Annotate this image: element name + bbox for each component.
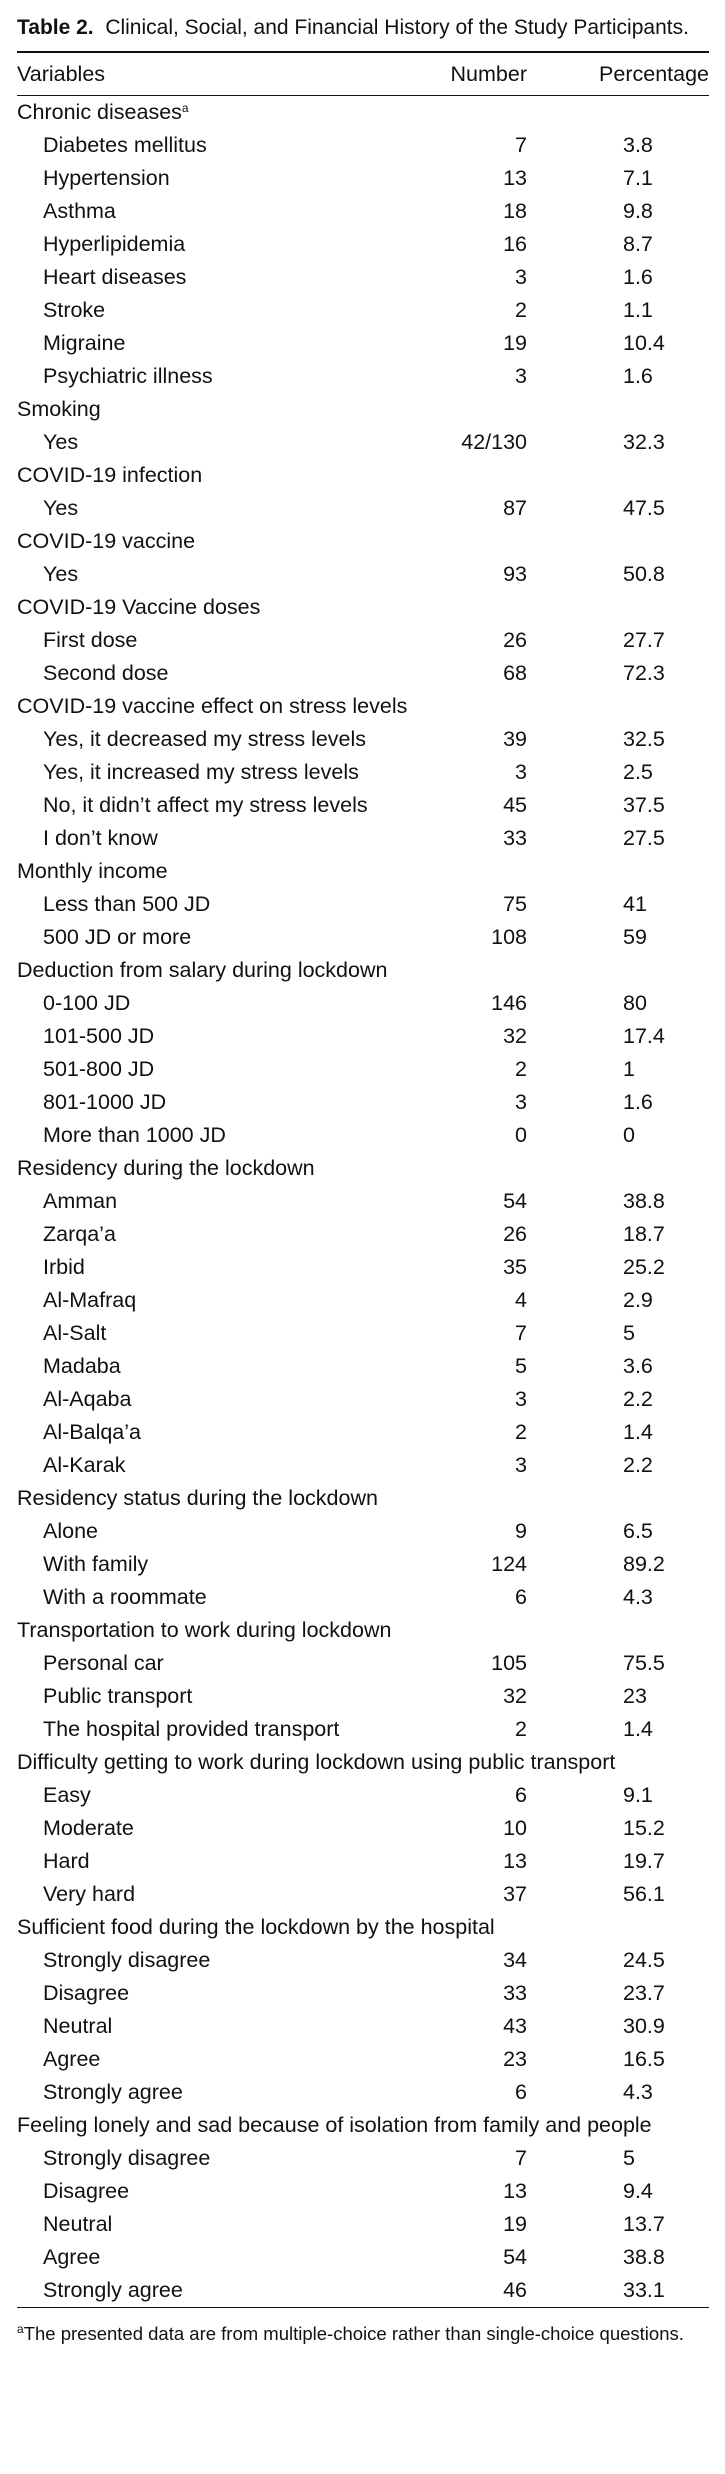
row-label: The hospital provided transport (43, 1717, 340, 1741)
row-percentage: 23.7 (623, 1981, 665, 2005)
row-percentage: 1.6 (623, 1090, 653, 1114)
table-row (17, 2043, 709, 2076)
table-row (17, 822, 709, 855)
table-label: Table 2. (17, 16, 94, 39)
table-row (17, 1548, 709, 1581)
row-label: Migraine (43, 331, 126, 355)
row-label: Public transport (43, 1684, 193, 1708)
row-number: 2 (515, 1420, 527, 1444)
table-row (17, 657, 709, 690)
section-title (17, 591, 709, 624)
data-table (17, 51, 709, 2308)
row-number: 3 (515, 1453, 527, 1477)
row-percentage: 1 (623, 1057, 635, 1081)
row-number: 2 (515, 298, 527, 322)
section-header-row (17, 1746, 709, 1779)
table-row (17, 1251, 709, 1284)
section-header-row (17, 1911, 709, 1944)
section-title (17, 1911, 709, 1944)
section-header-row (17, 1152, 709, 1185)
header-number: Number (431, 52, 549, 96)
section-title (17, 1614, 709, 1647)
row-percentage: 32.3 (623, 430, 665, 454)
section-header-row (17, 1482, 709, 1515)
header-percentage: Percentage (549, 52, 709, 96)
row-percentage: 18.7 (623, 1222, 665, 1246)
table-row (17, 1053, 709, 1086)
row-percentage: 89.2 (623, 1552, 665, 1576)
section-title-text: Difficulty getting to work during lockdown using public transport (17, 1750, 616, 1774)
row-percentage: 9.4 (623, 2179, 653, 2203)
row-percentage: 8.7 (623, 232, 653, 256)
table-row (17, 2208, 709, 2241)
section-header-row (17, 690, 709, 723)
row-number: 124 (491, 1552, 527, 1576)
table-body (17, 96, 709, 2308)
row-number: 6 (515, 1783, 527, 1807)
row-label: No, it didn’t affect my stress levels (43, 793, 368, 817)
table-caption (17, 14, 709, 41)
row-percentage: 72.3 (623, 661, 665, 685)
row-number: 3 (515, 1387, 527, 1411)
section-title-text: Monthly income (17, 859, 168, 883)
row-percentage: 15.2 (623, 1816, 665, 1840)
row-percentage: 24.5 (623, 1948, 665, 1972)
row-number: 16 (503, 232, 527, 256)
row-number: 2 (515, 1717, 527, 1741)
row-number: 35 (503, 1255, 527, 1279)
row-number: 13 (503, 2179, 527, 2203)
row-label: Strongly disagree (43, 2146, 211, 2170)
row-label: Agree (43, 2245, 101, 2269)
row-percentage: 19.7 (623, 1849, 665, 1873)
table-row (17, 327, 709, 360)
table-row (17, 1581, 709, 1614)
row-label: Less than 500 JD (43, 892, 211, 916)
row-number: 43 (503, 2014, 527, 2038)
section-title-text: Transportation to work during lockdown (17, 1618, 392, 1642)
footnote-text: The presented data are from multiple-choice rather than single-choice questions. (23, 2323, 684, 2344)
table-row (17, 1119, 709, 1152)
row-number: 45 (503, 793, 527, 817)
row-label: Agree (43, 2047, 101, 2071)
row-percentage: 3.8 (623, 133, 653, 157)
table-row (17, 261, 709, 294)
row-label: Madaba (43, 1354, 121, 1378)
row-label: First dose (43, 628, 138, 652)
table-row (17, 492, 709, 525)
row-label: 0-100 JD (43, 991, 131, 1015)
section-title (17, 525, 709, 558)
table-row (17, 360, 709, 393)
row-number: 146 (491, 991, 527, 1015)
table-row (17, 1977, 709, 2010)
row-percentage: 23 (623, 1684, 647, 1708)
section-title (17, 855, 709, 888)
section-title-text: COVID-19 vaccine (17, 529, 196, 553)
table-title: Clinical, Social, and Financial History of the Study Participants. (105, 16, 689, 39)
row-number: 6 (515, 1585, 527, 1609)
row-label: Yes, it increased my stress levels (43, 760, 359, 784)
row-label: Psychiatric illness (43, 364, 213, 388)
row-number: 105 (491, 1651, 527, 1675)
section-title-text: Deduction from salary during lockdown (17, 958, 388, 982)
table-row (17, 1779, 709, 1812)
table-row (17, 1944, 709, 1977)
row-percentage: 56.1 (623, 1882, 665, 1906)
row-number: 9 (515, 1519, 527, 1543)
table-row (17, 1449, 709, 1482)
row-label: Strongly agree (17, 2274, 431, 2308)
row-label: 801-1000 JD (43, 1090, 167, 1114)
row-percentage: 1.4 (623, 1420, 653, 1444)
row-label: I don’t know (43, 826, 158, 850)
table-row (17, 921, 709, 954)
row-number: 13 (503, 1849, 527, 1873)
table-row (17, 2175, 709, 2208)
footnote (17, 2322, 709, 2346)
row-percentage: 9.1 (623, 1783, 653, 1807)
row-percentage: 4.3 (623, 2080, 653, 2104)
row-number: 3 (515, 364, 527, 388)
row-percentage: 27.5 (623, 826, 665, 850)
row-label: Alone (43, 1519, 98, 1543)
row-number: 18 (503, 199, 527, 223)
table-row (17, 1086, 709, 1119)
header-variables: Variables (17, 52, 431, 96)
section-title-text: COVID-19 Vaccine doses (17, 595, 261, 619)
section-title-text: Residency status during the lockdown (17, 1486, 378, 1510)
table-row (17, 1845, 709, 1878)
header-row (17, 52, 709, 96)
section-title-text: COVID-19 infection (17, 463, 203, 487)
row-percentage: 33.1 (549, 2274, 709, 2308)
row-number: 0 (515, 1123, 527, 1147)
row-label: 500 JD or more (43, 925, 192, 949)
section-title (17, 459, 709, 492)
row-percentage: 1.6 (623, 265, 653, 289)
row-label: Al-Karak (43, 1453, 126, 1477)
row-percentage: 2.2 (623, 1453, 653, 1477)
row-number: 75 (503, 892, 527, 916)
section-title (17, 2109, 709, 2142)
section-header-row (17, 459, 709, 492)
row-label: Yes, it decreased my stress levels (43, 727, 367, 751)
section-title-text: Sufficient food during the lockdown by the hospital (17, 1915, 495, 1939)
footnote-marker: a (181, 101, 189, 115)
row-label: Neutral (43, 2212, 113, 2236)
table-row (17, 1350, 709, 1383)
table-row (17, 888, 709, 921)
section-title (17, 1482, 709, 1515)
row-number: 108 (491, 925, 527, 949)
row-number: 32 (503, 1024, 527, 1048)
row-percentage: 41 (623, 892, 647, 916)
table-row (17, 2010, 709, 2043)
section-title (17, 954, 709, 987)
section-title-text: Residency during the lockdown (17, 1156, 315, 1180)
section-header-row (17, 2109, 709, 2142)
row-percentage: 38.8 (623, 1189, 665, 1213)
row-number: 7 (515, 133, 527, 157)
row-label: Al-Aqaba (43, 1387, 132, 1411)
row-label: With family (43, 1552, 149, 1576)
row-percentage: 1.6 (623, 364, 653, 388)
table-row (17, 723, 709, 756)
row-label: With a roommate (43, 1585, 207, 1609)
row-percentage: 37.5 (623, 793, 665, 817)
row-percentage: 2.5 (623, 760, 653, 784)
row-number: 33 (503, 826, 527, 850)
row-label: Amman (43, 1189, 118, 1213)
row-percentage: 47.5 (623, 496, 665, 520)
section-title-text: Chronic diseases (17, 100, 182, 124)
row-label: Hard (43, 1849, 90, 1873)
row-number: 6 (515, 2080, 527, 2104)
row-number: 3 (515, 760, 527, 784)
table-row (17, 756, 709, 789)
row-percentage: 16.5 (623, 2047, 665, 2071)
table-row (17, 2241, 709, 2274)
row-percentage: 27.7 (623, 628, 665, 652)
footnote-marker: a (17, 2322, 24, 2336)
section-title-text: Smoking (17, 397, 101, 421)
section-header-row (17, 855, 709, 888)
row-label: Zarqa’a (43, 1222, 116, 1246)
table-row (17, 195, 709, 228)
row-percentage: 1.1 (623, 298, 653, 322)
table-row (17, 1383, 709, 1416)
row-number: 7 (515, 2146, 527, 2170)
table-row (17, 1680, 709, 1713)
row-number: 68 (503, 661, 527, 685)
row-number: 34 (503, 1948, 527, 1972)
row-percentage: 0 (623, 1123, 635, 1147)
row-label: Easy (43, 1783, 91, 1807)
section-header-row (17, 525, 709, 558)
section-header-row (17, 393, 709, 426)
row-number: 4 (515, 1288, 527, 1312)
row-number: 32 (503, 1684, 527, 1708)
row-percentage: 25.2 (623, 1255, 665, 1279)
table-row (17, 426, 709, 459)
table-row (17, 1317, 709, 1350)
row-percentage: 9.8 (623, 199, 653, 223)
row-number: 33 (503, 1981, 527, 2005)
table-row (17, 294, 709, 327)
row-number: 23 (503, 2047, 527, 2071)
row-label: Strongly disagree (43, 1948, 211, 1972)
row-label: Al-Mafraq (43, 1288, 137, 1312)
row-number: 87 (503, 496, 527, 520)
row-percentage: 4.3 (623, 1585, 653, 1609)
row-label: Al-Balqa’a (43, 1420, 141, 1444)
row-number: 54 (503, 2245, 527, 2269)
row-label: More than 1000 JD (43, 1123, 226, 1147)
table-row (17, 1218, 709, 1251)
row-number: 13 (503, 166, 527, 190)
table-row (17, 1284, 709, 1317)
section-title (17, 690, 709, 723)
row-percentage: 2.2 (623, 1387, 653, 1411)
section-title (17, 96, 709, 130)
row-number: 7 (515, 1321, 527, 1345)
section-title (17, 1152, 709, 1185)
row-label: Yes (43, 496, 79, 520)
row-number: 39 (503, 727, 527, 751)
table-row (17, 1416, 709, 1449)
section-header-row (17, 1614, 709, 1647)
table-row (17, 789, 709, 822)
row-number: 54 (503, 1189, 527, 1213)
row-number: 3 (515, 1090, 527, 1114)
section-title (17, 393, 709, 426)
row-percentage: 17.4 (623, 1024, 665, 1048)
row-label: 501-800 JD (43, 1057, 155, 1081)
row-number: 93 (503, 562, 527, 586)
row-percentage: 2.9 (623, 1288, 653, 1312)
row-label: Diabetes mellitus (43, 133, 207, 157)
row-percentage: 80 (623, 991, 647, 1015)
row-label: Personal car (43, 1651, 164, 1675)
row-label: Asthma (43, 199, 116, 223)
table-row (17, 1515, 709, 1548)
row-label: Disagree (43, 1981, 130, 2005)
row-label: Second dose (43, 661, 169, 685)
table-row (17, 558, 709, 591)
row-percentage: 32.5 (623, 727, 665, 751)
row-number: 37 (503, 1882, 527, 1906)
section-header-row (17, 954, 709, 987)
table-row (17, 2076, 709, 2109)
row-label: Hyperlipidemia (43, 232, 186, 256)
section-title-text: Feeling lonely and sad because of isolation from family and people (17, 2113, 652, 2137)
row-number: 19 (503, 331, 527, 355)
table-row (17, 1713, 709, 1746)
row-percentage: 5 (623, 2146, 635, 2170)
table-row (17, 2274, 709, 2308)
row-label: Disagree (43, 2179, 130, 2203)
table-row (17, 987, 709, 1020)
table-row (17, 228, 709, 261)
row-number: 10 (503, 1816, 527, 1840)
table-row (17, 1185, 709, 1218)
row-label: Neutral (43, 2014, 113, 2038)
table-row (17, 1878, 709, 1911)
table-row (17, 129, 709, 162)
row-percentage: 10.4 (623, 331, 665, 355)
table-row (17, 1647, 709, 1680)
table-row (17, 1020, 709, 1053)
row-number: 2 (515, 1057, 527, 1081)
row-number: 19 (503, 2212, 527, 2236)
row-label: Al-Salt (43, 1321, 107, 1345)
section-header-row (17, 591, 709, 624)
table-row (17, 2142, 709, 2175)
row-percentage: 38.8 (623, 2245, 665, 2269)
row-label: Very hard (43, 1882, 136, 1906)
row-percentage: 6.5 (623, 1519, 653, 1543)
row-label: Strongly agree (43, 2080, 183, 2104)
row-number: 46 (431, 2274, 549, 2308)
row-number: 5 (515, 1354, 527, 1378)
section-title (17, 1746, 709, 1779)
row-percentage: 5 (623, 1321, 635, 1345)
row-percentage: 7.1 (623, 166, 653, 190)
row-percentage: 13.7 (623, 2212, 665, 2236)
row-label: Heart diseases (43, 265, 187, 289)
row-number: 26 (503, 628, 527, 652)
row-percentage: 3.6 (623, 1354, 653, 1378)
row-percentage: 75.5 (623, 1651, 665, 1675)
row-percentage: 59 (623, 925, 647, 949)
row-number: 3 (515, 265, 527, 289)
row-percentage: 30.9 (623, 2014, 665, 2038)
table-row (17, 1812, 709, 1845)
row-label: Yes (43, 562, 79, 586)
section-title-text: COVID-19 vaccine effect on stress levels (17, 694, 408, 718)
row-percentage: 1.4 (623, 1717, 653, 1741)
row-number: 26 (503, 1222, 527, 1246)
row-label: Stroke (43, 298, 106, 322)
row-label: Hypertension (43, 166, 170, 190)
row-label: Yes (43, 430, 79, 454)
row-label: Moderate (43, 1816, 134, 1840)
row-number: 42/130 (461, 430, 527, 454)
row-percentage: 50.8 (623, 562, 665, 586)
table-row (17, 162, 709, 195)
row-label: 101-500 JD (43, 1024, 155, 1048)
table-row (17, 624, 709, 657)
row-label: Irbid (43, 1255, 85, 1279)
section-header-row (17, 96, 709, 130)
